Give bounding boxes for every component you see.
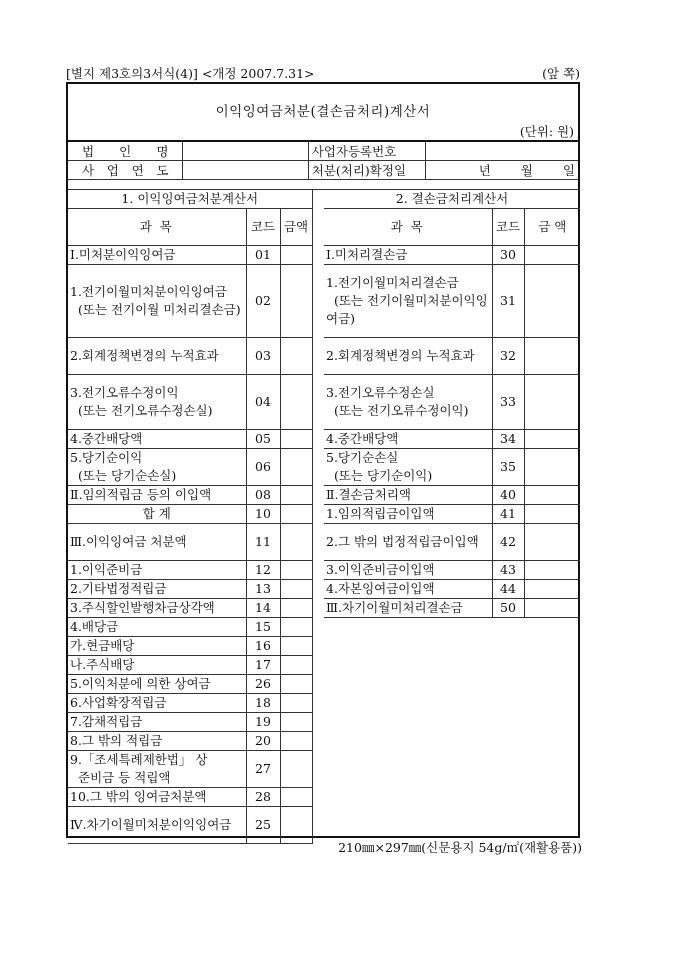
table-row [68,449,312,486]
code-cell: 20 [246,732,280,751]
table-row [68,807,312,844]
row-label-sub: (또는 전기이월 미처리결손금) [78,302,241,317]
item-cell [68,656,246,675]
item-cell [68,430,246,449]
row-label: 나.주식배당 [70,657,135,672]
table-row [324,505,580,524]
row-label: 1.임의적립금이입액 [326,506,435,521]
code-cell: 04 [246,375,280,430]
amount-field[interactable] [280,375,312,430]
table-row [324,375,580,430]
table-row [68,656,312,675]
table-row [68,599,312,618]
item-cell [68,338,246,375]
spacer-row [68,176,578,190]
item-cell [68,505,246,524]
amount-field[interactable] [280,265,312,338]
amount-field[interactable] [280,807,312,844]
table-row [324,486,580,505]
code-cell: 05 [246,430,280,449]
table-row [324,561,580,580]
corp-name-field[interactable] [183,141,308,161]
code-cell: 28 [246,788,280,807]
row-label: 10.그 밖의 잉여금처분액 [70,789,207,804]
row-label: 5.당기순손실 [326,450,399,465]
amount-field[interactable] [524,375,580,430]
amount-field[interactable] [280,449,312,486]
row-label-sub: (또는 당기순손실) [78,468,177,483]
amount-field[interactable] [280,338,312,375]
fiscal-year-label: 사 업 연 도 [68,161,183,180]
row-label: 3.전기오류수정이익 [70,385,179,400]
row-label: Ⅰ.미처리결손금 [326,247,408,262]
table-row [68,788,312,807]
item-cell [68,732,246,751]
code-cell: 31 [492,265,524,338]
item-cell [68,580,246,599]
item-cell [68,694,246,713]
code-cell: 30 [492,246,524,265]
code-cell: 03 [246,338,280,375]
item-cell [68,675,246,694]
corp-info-table [68,140,578,180]
table-row [324,524,580,561]
right-column-amount: 금 액 [524,209,580,246]
code-cell: 18 [246,694,280,713]
row-label: 5.이익처분에 의한 상여금 [70,676,211,691]
table-row [68,694,312,713]
table-row [324,599,580,618]
amount-field[interactable] [524,430,580,449]
code-cell: 26 [246,675,280,694]
table-row [324,265,580,338]
code-cell: 42 [492,524,524,561]
form-frame [66,82,580,838]
table-row [68,430,312,449]
item-cell [68,637,246,656]
code-cell: 19 [246,713,280,732]
amount-field[interactable] [280,656,312,675]
row-label-sub: (또는 당기순이익) [334,468,433,483]
item-cell [68,524,246,561]
disposal-date-label: 처분(처리)확정일 [308,161,425,180]
code-cell: 02 [246,265,280,338]
table-row [68,375,312,430]
amount-field[interactable] [524,599,580,618]
row-label: 2.그 밖의 법정적립금이입액 [326,534,479,549]
amount-field[interactable] [280,713,312,732]
row-label: 8.그 밖의 적립금 [70,733,163,748]
amount-field[interactable] [524,486,580,505]
row-label: 4.배당금 [70,619,119,634]
amount-field[interactable] [524,338,580,375]
row-label: 합 계 [142,506,171,521]
amount-field[interactable] [280,524,312,561]
amount-field[interactable] [524,246,580,265]
table-row [324,580,580,599]
corp-name-label: 법 인 명 [68,141,183,161]
right-heading: 2. 결손금처리계산서 [324,190,580,209]
amount-field[interactable] [280,505,312,524]
row-label: Ⅲ.이익잉여금 처분액 [70,534,187,549]
item-cell [324,375,492,430]
item-cell [68,449,246,486]
amount-field[interactable] [280,430,312,449]
table-row [324,430,580,449]
item-cell [68,375,246,430]
code-cell: 11 [246,524,280,561]
row-label: 4.중간배당액 [326,431,399,446]
left-column-amount: 금액 [280,209,312,246]
date-year-label: 년 [478,163,491,178]
amount-field[interactable] [280,751,312,788]
item-cell [68,561,246,580]
amount-field[interactable] [524,524,580,561]
biz-no-label: 사업자등록번호 [308,141,425,161]
code-cell: 43 [492,561,524,580]
table-row [68,486,312,505]
row-label: 4.자본잉여금이입액 [326,581,435,596]
row-label: 2.기타법정적립금 [70,581,167,596]
amount-field[interactable] [280,637,312,656]
item-cell [324,580,492,599]
row-label-sub: 준비금 등 적립액 [78,770,171,785]
code-cell: 15 [246,618,280,637]
row-label: Ⅱ.결손금처리액 [326,487,411,502]
date-day-label: 일 [562,163,575,178]
amount-field[interactable] [280,694,312,713]
amount-field[interactable] [524,580,580,599]
table-row [68,713,312,732]
amount-field[interactable] [280,580,312,599]
amount-field[interactable] [280,561,312,580]
table-row [324,449,580,486]
row-label: Ⅲ.차기이월미처리결손금 [326,600,463,615]
left-column-code: 코드 [246,209,280,246]
code-cell: 01 [246,246,280,265]
form-title: 이익잉여금처분(결손금처리)계산서 [215,104,431,120]
table-row [324,246,580,265]
unit-label: (단위: 원) [519,124,574,139]
code-cell: 34 [492,430,524,449]
row-label: 1.전기이월미처분이익잉여금 [70,284,227,299]
row-label: 2.회계정책변경의 누적효과 [326,348,475,363]
code-cell: 35 [492,449,524,486]
right-column-item: 과 목 [324,209,492,246]
item-cell [324,246,492,265]
table-row [68,580,312,599]
row-label: 3.이익준비금이입액 [326,562,435,577]
page-side-label: (앞 쪽) [542,66,580,81]
item-cell [324,599,492,618]
left-column-item: 과 목 [68,209,246,246]
form-reference: [별지 제3호의3서식(4)] <개정 2007.7.31> [66,66,315,81]
table-row [68,505,312,524]
item-cell [324,449,492,486]
amount-field[interactable] [280,732,312,751]
item-cell [68,618,246,637]
row-label: 7.감채적립금 [70,714,143,729]
biz-no-field[interactable] [425,141,578,161]
left-heading: 1. 이익잉여금처분계산서 [68,190,312,209]
row-label: Ⅳ.차기이월미처분이익잉여금 [70,817,232,832]
row-label: 5.당기순이익 [70,450,143,465]
amount-field[interactable] [524,265,580,338]
amount-field[interactable] [280,599,312,618]
item-cell [68,486,246,505]
row-label: 가.현금배당 [70,638,135,653]
code-cell: 27 [246,751,280,788]
table-row [68,246,312,265]
row-label: Ⅱ.임의적립금 등의 이입액 [70,487,212,502]
row-label: 4.중간배당액 [70,431,143,446]
item-cell [324,486,492,505]
table-row [68,637,312,656]
item-cell [68,246,246,265]
code-cell: 41 [492,505,524,524]
table-row [68,751,312,788]
row-label: 1.이익준비금 [70,562,143,577]
table-row [68,732,312,751]
row-label-sub: (또는 전기오류수정이익) [334,403,469,418]
table-row [68,265,312,338]
item-cell [324,430,492,449]
row-label: Ⅰ.미처분이익잉여금 [70,247,176,262]
table-row [68,524,312,561]
amount-field[interactable] [524,561,580,580]
table-row [68,561,312,580]
table-row [324,338,580,375]
deficit-table [324,190,580,618]
code-cell: 10 [246,505,280,524]
row-label: 9.「조세특례제한법」 상 [70,752,208,767]
paper-spec: 210㎜×297㎜(신문용지 54g/㎡(재활용품)) [338,840,582,855]
right-column-code: 코드 [492,209,524,246]
code-cell: 14 [246,599,280,618]
code-cell: 44 [492,580,524,599]
row-label: 6.사업확장적립금 [70,695,167,710]
code-cell: 17 [246,656,280,675]
item-cell [68,788,246,807]
row-label: 2.회계정책변경의 누적효과 [70,348,219,363]
amount-field[interactable] [524,449,580,486]
item-cell [324,561,492,580]
code-cell: 32 [492,338,524,375]
item-cell [68,807,246,844]
code-cell: 33 [492,375,524,430]
code-cell: 16 [246,637,280,656]
amount-field[interactable] [280,675,312,694]
row-label: 3.주식할인발행차금상각액 [70,600,215,615]
table-row [68,618,312,637]
row-label: 1.전기이월미처리결손금 [326,275,459,290]
item-cell [68,713,246,732]
amount-field[interactable] [280,486,312,505]
code-cell: 25 [246,807,280,844]
item-cell [324,505,492,524]
date-month-label: 월 [520,163,533,178]
code-cell: 06 [246,449,280,486]
item-cell [68,751,246,788]
row-label-sub: (또는 전기오류수정손실) [78,403,213,418]
table-row [68,338,312,375]
amount-field[interactable] [524,505,580,524]
code-cell: 08 [246,486,280,505]
item-cell [68,599,246,618]
retained-earnings-table [68,190,313,844]
row-label-sub: (또는 전기이월미처분이익잉여금) [326,293,488,326]
code-cell: 50 [492,599,524,618]
table-row [68,675,312,694]
item-cell [68,265,246,338]
item-cell [324,338,492,375]
code-cell: 13 [246,580,280,599]
code-cell: 40 [492,486,524,505]
row-label: 3.전기오류수정손실 [326,385,435,400]
amount-field[interactable] [280,246,312,265]
amount-field[interactable] [280,618,312,637]
item-cell [324,265,492,338]
code-cell: 12 [246,561,280,580]
item-cell [324,524,492,561]
amount-field[interactable] [280,788,312,807]
